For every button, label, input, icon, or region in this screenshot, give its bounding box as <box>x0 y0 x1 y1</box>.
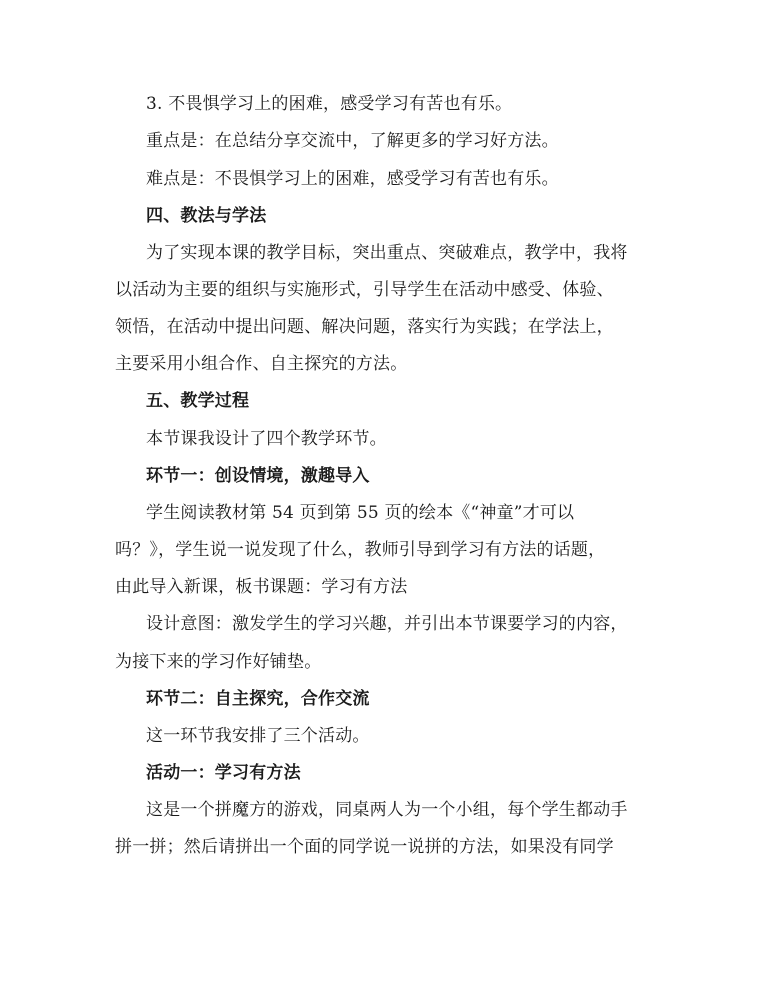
paragraph-line: 领悟，在活动中提出问题、解决问题，落实行为实践；在学法上， <box>115 317 614 337</box>
paragraph-line: 设计意图：激发学生的学习兴趣，并引出本节课要学习的内容， <box>146 614 628 634</box>
paragraph-line: 本节课我设计了四个教学环节。 <box>146 429 387 449</box>
objective-3: 3. 不畏惧学习上的困难，感受学习有苦也有乐。 <box>146 94 513 114</box>
paragraph-line: 为了实现本课的教学目标，突出重点、突破难点，教学中，我将 <box>146 243 628 263</box>
difficult-point: 难点是：不畏惧学习上的困难，感受学习有苦也有乐。 <box>146 169 559 189</box>
section-heading-process: 五、教学过程 <box>146 391 250 411</box>
paragraph-line: 以活动为主要的组织与实施形式，引导学生在活动中感受、体验、 <box>115 280 614 300</box>
paragraph-line: 主要采用小组合作、自主探究的方法。 <box>115 354 408 374</box>
paragraph-line: 拼一拼；然后请拼出一个面的同学说一说拼的方法，如果没有同学 <box>115 837 614 857</box>
section-heading-methods: 四、教法与学法 <box>146 206 267 226</box>
subheading-step-1: 环节一：创设情境，激趣导入 <box>146 466 370 486</box>
paragraph-line: 学生阅读教材第 54 页到第 55 页的绘本《“神童”才可以 <box>146 503 575 523</box>
paragraph-line: 这一环节我安排了三个活动。 <box>146 726 370 746</box>
paragraph-line: 由此导入新课，板书课题：学习有方法 <box>115 577 408 597</box>
subheading-step-2: 环节二：自主探究，合作交流 <box>146 689 370 709</box>
key-point: 重点是：在总结分享交流中，了解更多的学习好方法。 <box>146 131 559 151</box>
paragraph-line: 吗？》，学生说一说发现了什么，教师引导到学习有方法的话题， <box>115 540 606 560</box>
paragraph-line: 为接下来的学习作好铺垫。 <box>115 652 322 672</box>
paragraph-line: 这是一个拼魔方的游戏，同桌两人为一个小组，每个学生都动手 <box>146 800 628 820</box>
subheading-activity-1: 活动一：学习有方法 <box>146 763 301 783</box>
